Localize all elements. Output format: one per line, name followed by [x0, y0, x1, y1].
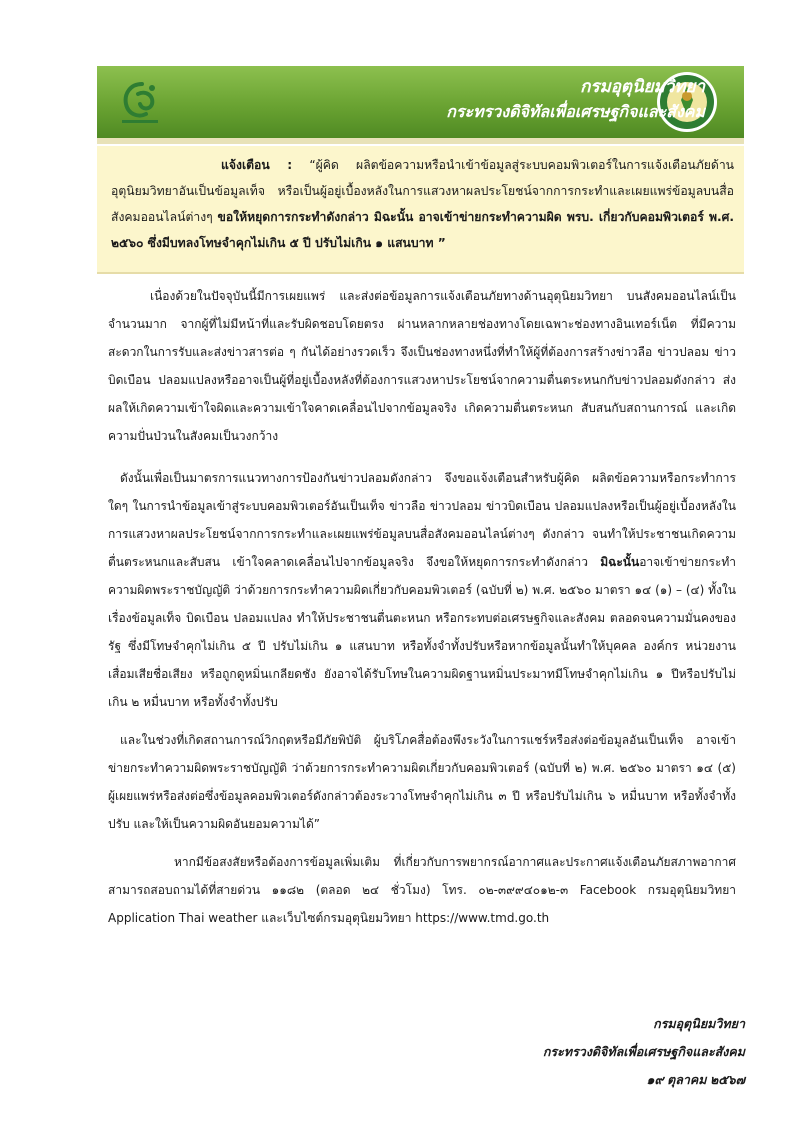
org-name: กรมอุตุนิยมวิทยา — [580, 77, 705, 96]
paragraph-2-b: อาจเข้าข่ายกระทำความผิดพระราชบัญญัติ ว่าด้วยการกระทำความผิดเกี่ยวกับคอมพิวเตอร์ (ฉบับที่ ๒) พ.ศ. ๒๕๖๐ มาตรา ๑๔ (๑) – (๔) ทั้งในเรื่องข้อมูลเท็จ บิดเบือน ปลอมแปลง ทำให้ประชาชนตื่นตะหนก หรือกระทบต่อเศรษฐกิจและสังคม ตลอดจนความมั่นคงของรัฐ ซึ่งมีโทษจำคุกไม่เกิน ๕ ปี ปรับไม่เกิน ๑ แสนบาท หรือทั้งจำทั้งปรับหรือหากข้อมูลนั้นทำให้บุคคล องค์กร หน่วยงาน เสื่อมเสียชื่อเสียง หรือถูกดูหมิ่นเกลียดชัง ยังอาจได้รับโทษในความผิดฐานหมิ่นประมาทมีโทษจำคุกไม่เกิน ๑ ปีหรือปรับไม่เกิน ๒ หมื่นบาท หรือทั้งจำทั้งปรับ — [108, 555, 736, 709]
paragraph-1: เนื่องด้วยในปัจจุบันนี้มีการเผยแพร่ และส่งต่อข้อมูลการแจ้งเตือนภัยทางด้านอุตุนิยมวิทยา บนสังคมออนไลน์เป็นจำนวนมาก จากผู้ที่ไม่มีหน้าที่และรับผิดชอบโดยตรง ผ่านหลากหลายช่องทางโดยเฉพาะช่องทางอินเทอร์เน็ต ที่มีความสะดวกในการรับและส่งข่าวสารต่อ ๆ กันได้อย่างรวดเร็ว จึงเป็นช่องทางหนึ่งที่ทำให้ผู้ที่ต้องการสร้างข่าวลือ ข่าวปลอม ข่าวบิดเบือน ปลอมแปลงหรืออาจเป็นผู้ที่อยู่เบื้องหลังที่ต้องการแสวงหาประโยชน์จากความตื่นตระหนกกับข่าวปลอมดังกล่าว ส่งผลให้เกิดความเข้าใจผิดและความเข้าใจคาดเคลื่อนไปจากข้อมูลจริง เกิดความตื่นตระหนก สับสนกับสถานการณ์ และเกิดความปั่นป่วนในสังคมเป็นวงกว้าง — [108, 289, 736, 443]
ministry-logo-icon — [112, 74, 168, 130]
ministry-name: กระทรวงดิจิทัลเพื่อเศรษฐกิจและสังคม — [446, 104, 705, 121]
org-title — [446, 74, 705, 126]
signature-org: กรมอุตุนิยมวิทยา — [653, 1017, 745, 1031]
document-body — [108, 282, 736, 932]
paragraph-2 — [108, 464, 736, 716]
signature-block — [543, 1010, 745, 1094]
paragraph-3: และในช่วงที่เกิดสถานการณ์วิกฤตหรือมีภัยพิบัติ ผู้บริโภคสื่อต้องพึงระวังในการแชร์หรือส่งต่อข้อมูลอันเป็นเท็จ อาจเข้าข่ายกระทำความผิดพระราชบัญญัติ ว่าด้วยการกระทำความผิดเกี่ยวกับคอมพิวเตอร์ (ฉบับที่ ๒) พ.ศ. ๒๕๖๐ มาตรา ๑๔ (๕) ผู้เผยแพร่หรือส่งต่อซึ่งข้อมูลคอมพิวเตอร์ดังกล่าวต้องระวางโทษจำคุกไม่เกิน ๓ ปี หรือปรับไม่เกิน ๖ หมื่นบาท หรือทั้งจำทั้งปรับ และให้เป็นความผิดอันยอมความได้” — [108, 733, 736, 831]
warning-text-bold: ขอให้หยุดการกระทำดังกล่าว มิฉะนั้น อาจเข้าข่ายกระทำความผิด พรบ. เกี่ยวกับคอมพิวเตอร์ พ.ศ. ๒๕๖๐ ซึ่งมีบทลงโทษจำคุกไม่เกิน ๕ ปี ปรับไม่เกิน ๑ แสนบาท ” — [111, 210, 734, 250]
warning-box — [97, 146, 744, 274]
warning-label: แจ้งเตือน : — [221, 158, 293, 172]
paragraph-2-bold: มิฉะนั้น — [600, 555, 640, 569]
signature-ministry: กระทรวงดิจิทัลเพื่อเศรษฐกิจและสังคม — [542, 1045, 745, 1059]
warning-text: “ผู้คิด ผลิตข้อความหรือนำเข้าข้อมูลสู่ระบบคอมพิวเตอร์ในการแจ้งเตือนภัยด้านอุตุนิยมวิทยาอันเป็นข้อมูลเท็จ หรือเป็นผู้อยู่เบื้องหลังในการแสวงหาผลประโยชน์จากการกระทำและเผยแพร่ข้อมูลบนสื่อสังคมออนไลน์ต่างๆ — [111, 158, 734, 224]
header-divider — [97, 138, 744, 144]
paragraph-2-a: ดังนั้นเพื่อเป็นมาตรการแนวทางการป้องกันข่าวปลอมดังกล่าว จึงขอแจ้งเตือนสำหรับผู้คิด ผลิตข้อความหรือกระทำการใดๆ ในการนำข้อมูลเข้าสู่ระบบคอมพิวเตอร์อันเป็นเท็จ ข่าวลือ ข่าวปลอม ข่าวบิดเบือน ปลอมแปลงหรือเป็นผู้อยู่เบื้องหลังในการแสวงหาผลประโยชน์จากการกระทำและเผยแพร่ข้อมูลบนสื่อสังคมออนไลน์ต่างๆ ดังกล่าว จนทำให้ประชาชนเกิดความตื่นตระหนกและสับสน เข้าใจคลาดเคลื่อนไปจากข้อมูลจริง จึงขอให้หยุดการกระทำดังกล่าว — [108, 471, 736, 569]
paragraph-4: หากมีข้อสงสัยหรือต้องการข้อมูลเพิ่มเติม ที่เกี่ยวกับการพยากรณ์อากาศและประกาศแจ้งเตือนภัยสภาพอากาศ สามารถสอบถามได้ที่สายด่วน ๑๑๘๒ (ตลอด ๒๔ ชั่วโมง) โทร. ๐๒-๓๙๙๔๐๑๒-๓ Facebook กรมอุตุนิยมวิทยา Application Thai weather และเว็บไซต์กรมอุตุนิยมวิทยา https://www.tmd.go.th — [108, 855, 736, 925]
signature-date: ๑๙ ตุลาคม ๒๕๖๗ — [646, 1073, 745, 1087]
